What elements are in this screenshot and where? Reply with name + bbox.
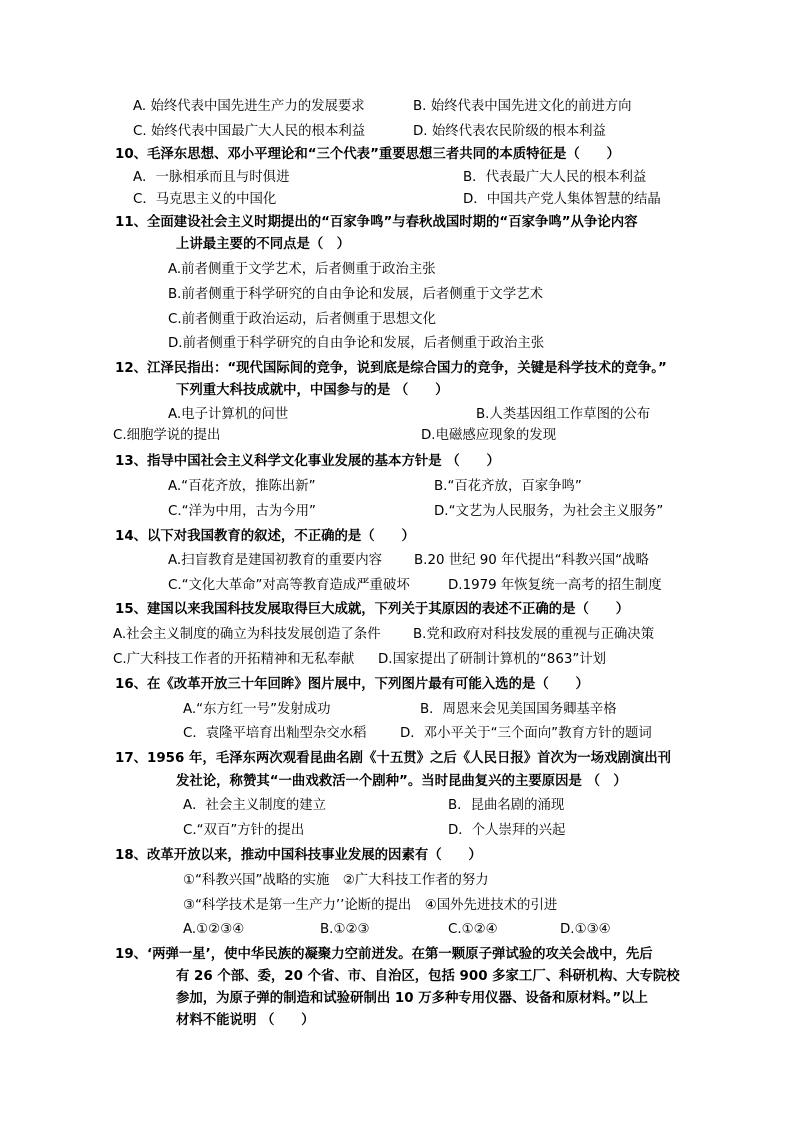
q19-stem-cont-3: 材料不能说明 （ ） <box>176 1013 315 1028</box>
q18-item-1-2: ①“科教兴国”战略的实施 ②广大科技工作者的努力 <box>183 873 489 888</box>
q12-stem-cont: 下列重大科技成就中，中国参与的是 （ ） <box>176 383 449 398</box>
q15-option-c: C.广大科技工作者的开拓精神和无私奉献 <box>113 652 355 667</box>
q16-option-a: A.“东方红一号”发射成功 <box>183 702 331 717</box>
q15-option-b: B.党和政府对科技发展的重视与正确决策 <box>413 627 655 642</box>
q15-stem: 15、建国以来我国科技发展取得巨大成就，下列关于其原因的表述不正确的是（ ） <box>115 602 630 617</box>
q18-option-b: B.①②③ <box>320 922 370 937</box>
q9-option-c: C. 始终代表中国最广大人民的根本利益 <box>133 124 366 139</box>
q11-option-b: B.前者侧重于科学研究的自由争论和发展，后者侧重于文学艺术 <box>168 287 543 302</box>
q11-option-d: D.前者侧重于科学研究的自由争论和发展，后者侧重于政治主张 <box>168 336 545 351</box>
q13-option-d: D.“文艺为人民服务，为社会主义服务” <box>434 504 664 519</box>
q14-option-b: B.20 世纪 90 年代提出“科教兴国“战略 <box>414 553 649 568</box>
q17-option-d: D．个人崇拜的兴起 <box>448 823 566 838</box>
q17-option-c: C.“双百”方针的提出 <box>183 823 305 838</box>
q18-stem: 18、改革开放以来，推动中国科技事业发展的因素有（ ） <box>115 848 482 863</box>
q17-stem: 17、1956 年，毛泽东两次观看昆曲名剧《十五贯》之后《人民日报》首次为一场戏剧演出刊 <box>115 751 672 766</box>
q14-stem: 14、以下对我国教育的叙述，不正确的是（ ） <box>115 529 415 544</box>
q10-option-d: D．中国共产党人集体智慧的结晶 <box>463 192 661 207</box>
q11-stem: 11、全面建设社会主义时期提出的“百家争鸣”与春秋战国时期的“百家争鸣”从争论内容 <box>115 215 638 230</box>
q13-option-c: C.“洋为中用，古为今用” <box>168 504 316 519</box>
q12-option-a: A.电子计算机的问世 <box>168 407 289 422</box>
q19-stem: 19、‘两弹一星’，使中华民族的凝聚力空前迸发。在第一颗原子弹试验的攻关会战中，先后 <box>115 947 653 962</box>
q10-option-c: C．马克思主义的中国化 <box>133 192 277 207</box>
q13-option-b: B.“百花齐放，百家争鸣” <box>434 479 582 494</box>
q16-option-b: B．周恩来会见美国国务卿基辛格 <box>420 702 617 717</box>
q10-option-b: B．代表最广大人民的根本利益 <box>463 170 647 185</box>
q19-stem-cont-1: 有 26 个部、委，20 个省、市、自治区，包括 900 多家工厂、科研机构、大专院校 <box>176 969 680 984</box>
q18-item-3-4: ③“科学技术是第一生产力’’论断的提出 ④国外先进技术的引进 <box>183 898 558 913</box>
q12-option-d: D.电磁感应现象的发现 <box>421 428 557 443</box>
q12-option-b: B.人类基因组工作草图的公布 <box>476 407 651 422</box>
q18-option-d: D.①③④ <box>560 922 611 937</box>
q11-option-c: C.前者侧重于政治运动，后者侧重于思想文化 <box>168 312 437 327</box>
q9-option-d: D. 始终代表农民阶级的根本利益 <box>413 124 606 139</box>
q17-stem-cont: 发社论，称赞其“一曲戏救活一个剧种”。当时昆曲复兴的主要原因是 （ ） <box>176 774 627 789</box>
q19-stem-cont-2: 参加，为原子弹的制造和试验研制出 10 万多种专用仪器、设备和原材料。”以上 <box>176 991 648 1006</box>
q13-stem: 13、指导中国社会主义科学文化事业发展的基本方针是 （ ） <box>115 454 500 469</box>
q11-option-a: A.前者侧重于文学艺术，后者侧重于政治主张 <box>168 262 436 277</box>
q16-stem: 16、在《改革开放三十年回眸》图片展中，下列图片最有可能入选的是（ ） <box>115 677 589 692</box>
q10-option-a: A．一脉相承而且与时俱进 <box>133 170 290 185</box>
q17-option-a: A．社会主义制度的建立 <box>183 798 327 813</box>
q9-option-a: A. 始终代表中国先进生产力的发展要求 <box>133 99 365 114</box>
q12-option-c: C.细胞学说的提出 <box>113 428 221 443</box>
q18-option-c: C.①②④ <box>448 922 498 937</box>
q12-stem: 12、江泽民指出：“现代国际间的竞争，说到底是综合国力的竞争，关键是科学技术的竞争。” <box>115 361 667 376</box>
q18-option-a: A.①②③④ <box>183 922 245 937</box>
q13-option-a: A.“百花齐放，推陈出新” <box>168 479 316 494</box>
q14-option-c: C.“文化大革命”对高等教育造成严重破坏 <box>168 578 410 593</box>
q10-stem: 10、毛泽东思想、邓小平理论和“三个代表”重要思想三者共同的本质特征是（ ） <box>115 147 620 162</box>
q16-option-c: C．袁隆平培育出籼型杂交水稻 <box>183 726 367 741</box>
q14-option-d: D.1979 年恢复统一高考的招生制度 <box>448 578 662 593</box>
q16-option-d: D．邓小平关于“三个面向”教育方针的题词 <box>400 726 652 741</box>
q15-option-d: D.国家提出了研制计算机的“863”计划 <box>378 652 607 667</box>
q14-option-a: A.扫盲教育是建国初教育的重要内容 <box>168 553 383 568</box>
q11-stem-cont: 上讲最主要的不同点是（ ） <box>176 237 351 252</box>
q17-option-b: B．昆曲名剧的涌现 <box>448 798 565 813</box>
q9-option-b: B. 始终代表中国先进文化的前进方向 <box>413 99 632 114</box>
q15-option-a: A.社会主义制度的确立为科技发展创造了条件 <box>113 627 381 642</box>
